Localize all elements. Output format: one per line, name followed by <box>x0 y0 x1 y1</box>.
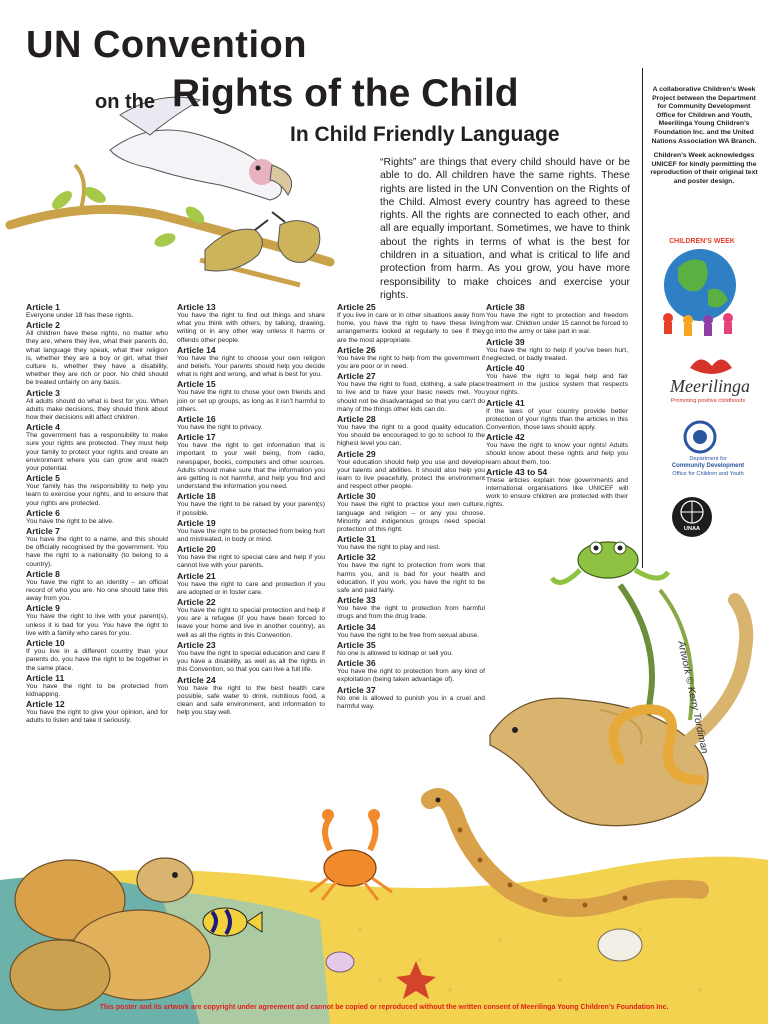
article-text: If the laws of your country provide better protection of your rights than the articles in this Convention, those laws should apply. <box>486 407 628 432</box>
article-heading: Article 37 <box>337 684 376 695</box>
sidebar <box>648 86 760 193</box>
article-text: If you live in care or in other situations away from home, you have the right to have these living arrangements looked at regularly to see if they are the most appropriate. <box>337 312 485 344</box>
article-heading: Article 18 <box>177 491 216 502</box>
turtle-shells-illustration <box>10 858 210 1010</box>
article-heading: Article 26 <box>337 344 376 355</box>
government-seal <box>685 422 715 452</box>
article-heading: Article 27 <box>337 371 376 382</box>
article-heading: Article 7 <box>26 526 60 537</box>
article-heading: Article 24 <box>177 674 216 685</box>
article-text: You have the right to an identity – an official record of who you are. No one should take this away from you. <box>26 578 168 603</box>
meerilinga-tagline: Promoting positive childhoods <box>670 398 746 404</box>
article-text: You have the right to care and protection if you are adopted or in foster care. <box>177 580 325 596</box>
article-text: You have the right to special protection and help if you are a refugee (if you have been forced to leave your home and live in another country), as well as all the rights in this Convention. <box>177 607 325 639</box>
article-heading: Article 2 <box>26 320 60 331</box>
article-text: You have the right to know your rights! Adults should know about these rights and help you learn about them, too. <box>486 442 628 466</box>
article-text: You have the right to the best health care possible, safe water to drink, nutritious food, a clean and safe environment, and information to help you stay well. <box>177 684 325 717</box>
article-heading: Article 29 <box>337 448 376 459</box>
meerilinga-logo <box>690 359 732 374</box>
article-text: No one is allowed to kidnap or sell you. <box>337 649 453 657</box>
article-text: No one is allowed to punish you in a cruel and harmful way. <box>337 694 485 710</box>
article-heading: Article 9 <box>26 603 60 614</box>
poster-title-line1: UN Convention <box>26 24 307 66</box>
article-text: You have the right to play and rest. <box>337 544 441 552</box>
article-text: You have the right to legal help and fair treatment in the justice system that respects your rights. <box>486 373 628 397</box>
article-heading: Article 43 to 54 <box>486 466 548 477</box>
article-text: You have the right to special education and care if you have a disability, as well as all the rights in this Convention, so that you can live a full life. <box>177 649 325 674</box>
article-text: You have the right to find out things and share what you think with others, by talking, drawing, writing or in any other way unless it harms or offends other people. <box>177 312 325 344</box>
article-text: You have the right to protection from any kind of exploitation (being taken advantage of). <box>337 668 485 684</box>
article-text: You have the right to live with your parent(s), unless it is bad for you. You have the right to live with a family who cares for you. <box>26 613 168 637</box>
unaa-label: UNAA <box>683 526 701 532</box>
article-heading: Article 33 <box>337 595 376 606</box>
article-heading: Article 28 <box>337 414 376 425</box>
article-text: You have the right to protection from harmful drugs and from the drug trade. <box>337 605 485 621</box>
articles-column-1 <box>26 302 168 726</box>
poster-title-line2: Rights of the Child <box>172 72 519 115</box>
article-heading: Article 31 <box>337 534 376 545</box>
dept-label-1: Department for <box>689 456 727 462</box>
article-heading: Article 4 <box>26 422 60 433</box>
article-heading: Article 30 <box>337 491 376 502</box>
article-text: If you live in a different country than your parents do, you have the right to be together in the same place. <box>26 648 168 672</box>
sidebar-divider <box>642 68 643 568</box>
childrens-week-logo <box>663 249 736 336</box>
article-text: All children have these rights, no matter who they are, where they live, what their parents do, what language they speak, what their religion is, whether they are a boy or girl, what their culture is, whether they have a disability, whether they are rich or poor. No child should be treated unfairly on any basis. <box>26 330 168 387</box>
article-heading: Article 17 <box>177 432 216 443</box>
article-text: You have the right to help from the government if you are poor or in need. <box>337 354 485 371</box>
article-heading: Article 23 <box>177 639 216 650</box>
article-heading: Article 20 <box>177 544 216 555</box>
article-text: You have the right to food, clothing, a safe place to live and to have your basic needs met. You should not be disadvantaged so that you can’t do many of the things other kids can do. <box>337 381 485 413</box>
article-heading: Article 13 <box>177 302 216 312</box>
article-heading: Article 10 <box>26 638 65 649</box>
article-text: You have the right to be protected from kidnapping. <box>26 682 168 698</box>
article-heading: Article 34 <box>337 621 376 632</box>
article-heading: Article 15 <box>177 379 216 390</box>
copyright-footer: This poster and its artwork are copyright under agreement and cannot be copied or reproduced without the written consent of Meerilinga Young Children’s Foundation Inc. <box>99 1004 669 1011</box>
article-heading: Article 35 <box>337 639 376 650</box>
article-text: You have the right to a good quality education. You should be encouraged to go to school to the highest level you can. <box>337 424 485 448</box>
article-heading: Article 38 <box>486 302 525 312</box>
article-heading: Article 1 <box>26 302 60 312</box>
article-heading: Article 5 <box>26 473 60 484</box>
article-text: You have the right to be protected from being hurt and mistreated, in body or mind. <box>177 527 325 544</box>
childrens-week-label: CHILDREN’S WEEK <box>669 238 735 245</box>
article-text: You have the right to protection from work that harms you, and is bad for your health and education. If you work, you have the right to be safe and paid fairly. <box>337 562 485 595</box>
article-heading: Article 32 <box>337 552 376 563</box>
article-heading: Article 3 <box>26 387 60 398</box>
article-text: You have the right to privacy. <box>177 424 263 432</box>
articles-column-2 <box>177 302 325 717</box>
article-text: You have the right to help if you’ve been hurt, neglected, or badly treated. <box>486 346 628 362</box>
intro-paragraph: “Rights” are things that every child should have or be able to do. All children have the same rights. These rights are listed in the UN Convention on the Rights of the Child. Almost every country has agreed to these rights. All the rights are connected to each other, and all are equally important. Sometimes, we have to think about the rights in terms of what is the best for children in a situation, and what is critical to life and protection from harm. As you grow, you have more responsibility to make choices and exercise your rights. <box>380 157 630 301</box>
branch-birds-illustration <box>10 97 330 285</box>
article-heading: Article 14 <box>177 344 216 355</box>
dept-label-2: Community Development <box>671 463 745 469</box>
article-text: You have the right to practice your own culture, language and religion – or any you choose. Minority and indigenous groups need special protection of this right. <box>337 501 485 534</box>
article-heading: Article 25 <box>337 302 376 312</box>
article-heading: Article 19 <box>177 517 216 528</box>
poster-subtitle: In Child Friendly Language <box>290 123 560 146</box>
article-text: You have the right to be alive. <box>26 517 114 525</box>
dept-label-3: Office for Children and Youth <box>672 471 744 477</box>
article-text: Everyone under 18 has these rights. <box>26 312 134 319</box>
sidebar-acknowledgement-text: Children’s Week acknowledges UNICEF for kindly permitting the reproduction of their original text and poster design. <box>650 152 758 185</box>
numbat-illustration <box>490 600 746 826</box>
article-heading: Article 11 <box>26 672 65 683</box>
sidebar-collaboration-text: A collaborative Children’s Week Project between the Department for Community Development Office for Children and Youth, Meerilinga Young Children’s Foundation Inc. and the United Nations Association WA Branch. <box>651 86 757 145</box>
article-text: You have the right to give your opinion, and for adults to listen and take it seriously. <box>26 709 168 725</box>
article-text: You have the right to be raised by your parent(s) if possible. <box>177 501 325 517</box>
poster-title-on-the: on the <box>95 91 155 113</box>
article-heading: Article 6 <box>26 507 60 518</box>
article-heading: Article 42 <box>486 432 525 443</box>
article-text: You have the right to a name, and this should be officially recognised by the government. You have the right to a nationality (to belong to a country). <box>26 536 168 568</box>
article-text: You have the right to chose your own friends and join or set up groups, as long as it isn’t harmful to others. <box>177 389 325 413</box>
article-text: All adults should do what is best for you. When adults make decisions, they should think about how their decisions will affect children. <box>26 397 168 422</box>
article-text: Your education should help you use and develop your talents and abilities. It should also help you learn to live peacefully, protect the environment and respect other people. <box>337 458 485 491</box>
article-heading: Article 8 <box>26 568 60 579</box>
meerilinga-label: Meerilinga <box>670 376 750 396</box>
article-text: These articles explain how governments and international organisations like UNICEF will work to ensure children are protected with their rights. <box>486 476 628 509</box>
article-text: You have the right to get information that is important to your well being, from radio, newspaper, books, computers and other sources. Adults should make sure that the information you are getting is not harmful, and help you find and understand the information you need. <box>177 442 325 491</box>
article-heading: Article 36 <box>337 658 376 669</box>
article-text: The government has a responsibility to make sure your rights are protected. They must help your family to protect your rights and create an environment where you can grow and reach your potential. <box>26 432 168 473</box>
article-heading: Article 12 <box>26 699 65 710</box>
article-text: You have the right to protection and freedom from war. Children under 15 cannot be forced to go into the army or take part in war. <box>486 312 628 336</box>
article-text: You have the right to special care and help if you cannot live with your parents. <box>177 554 325 570</box>
article-text: You have the right to choose your own religion and beliefs. Your parents should help you decide what is right and wrong, and what is best for you. <box>177 354 325 379</box>
article-heading: Article 39 <box>486 336 525 347</box>
article-heading: Article 22 <box>177 597 216 608</box>
article-heading: Article 21 <box>177 570 216 581</box>
article-text: Your family has the responsibility to help you learn to exercise your rights, and to ensure that your rights are protected. <box>26 483 168 507</box>
artwork-credit: Artwork © Kerry Tordiman <box>675 640 710 755</box>
article-heading: Article 41 <box>486 397 525 408</box>
articles-column-4 <box>486 302 628 510</box>
articles-column-3 <box>337 302 485 711</box>
article-text: You have the right to be free from sexual abuse. <box>337 631 480 639</box>
article-heading: Article 16 <box>177 414 216 425</box>
article-heading: Article 40 <box>486 363 525 374</box>
